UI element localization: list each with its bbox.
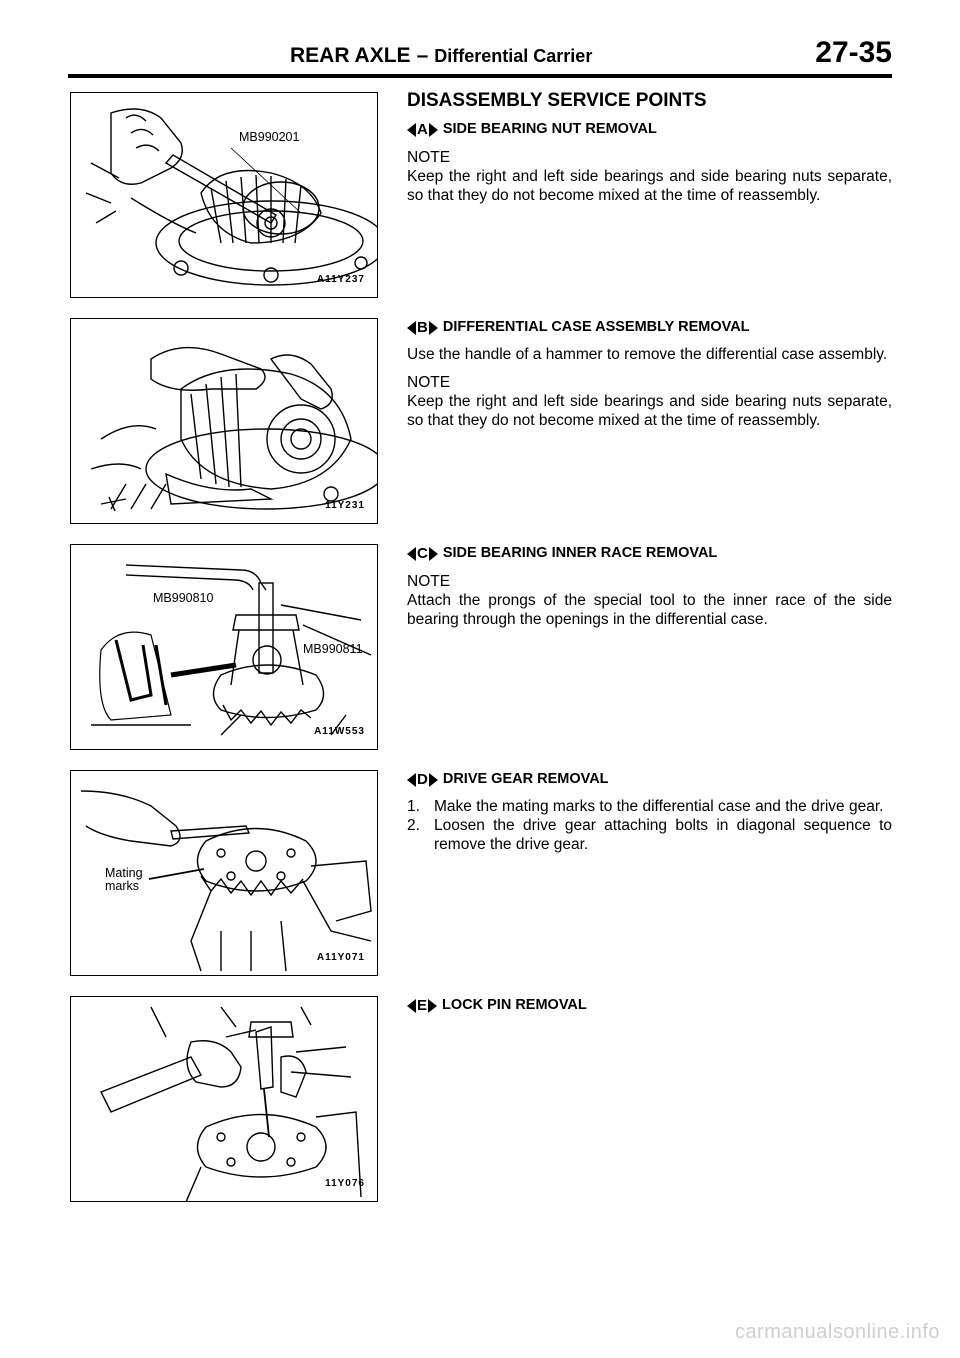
note-text: Keep the right and left side bearings and side bearing nuts separate, so that they do not become mixed at the time of reassembly. <box>407 393 892 429</box>
section-e <box>407 996 892 1015</box>
section-e-heading <box>407 996 892 1015</box>
section-d <box>407 770 892 854</box>
figure-code: A11Y071 <box>316 952 365 963</box>
chapter-title: REAR AXLE <box>290 44 411 67</box>
section-b <box>407 318 892 430</box>
illustration-hands-removing-case <box>71 319 378 524</box>
watermark: carmanualsonline.info <box>734 1321 940 1343</box>
section-c-heading <box>407 544 892 563</box>
section-marker-icon: D <box>407 770 438 789</box>
section-marker-icon: B <box>407 318 438 337</box>
section-e-title: LOCK PIN REMOVAL <box>442 997 587 1013</box>
figure-code: A11Y237 <box>316 274 365 285</box>
note-text: Keep the right and left side bearings and side bearing nuts separate, so that they do not become mixed at the time of reassembly. <box>407 168 892 204</box>
section-marker-icon: A <box>407 120 438 139</box>
section-c-title: SIDE BEARING INNER RACE REMOVAL <box>442 545 718 561</box>
note-text: Attach the prongs of the special tool to the inner race of the side bearing through the openings in the differential case. <box>407 592 892 628</box>
tool-label-mb990201: MB990201 <box>239 130 300 144</box>
note-label: NOTE <box>407 374 451 391</box>
figure-lock-pin-removal <box>70 996 378 1202</box>
section-d-title: DRIVE GEAR REMOVAL <box>442 771 609 787</box>
section-d-heading <box>407 770 892 789</box>
step-number: 1. <box>407 798 420 815</box>
page-number: 27-35 <box>815 36 892 69</box>
section-subtitle: Differential Carrier <box>434 46 593 66</box>
section-marker-icon: C <box>407 544 438 563</box>
page-header-title <box>290 44 592 68</box>
section-b-body: Use the handle of a hammer to remove the differential case assembly. <box>407 346 888 363</box>
step-number: 2. <box>407 817 420 834</box>
section-b-heading <box>407 318 892 337</box>
label-mating: Mating <box>105 866 143 880</box>
note-label: NOTE <box>407 149 451 166</box>
figure-code: 11Y076 <box>325 1178 365 1189</box>
section-a-heading <box>407 120 892 139</box>
section-marker-icon: E <box>407 996 437 1015</box>
tool-label-mb990810: MB990810 <box>153 591 214 605</box>
section-a <box>407 120 892 205</box>
figure-inner-race-removal <box>70 544 378 750</box>
tool-label-mb990811: MB990811 <box>303 642 363 656</box>
procedure-step <box>407 816 892 854</box>
section-b-title: DIFFERENTIAL CASE ASSEMBLY REMOVAL <box>442 319 750 335</box>
procedure-steps <box>407 797 892 854</box>
figure-side-bearing-nut-removal <box>70 92 378 298</box>
section-a-title: SIDE BEARING NUT REMOVAL <box>442 121 657 137</box>
step-text: Make the mating marks to the differential case and the drive gear. <box>434 798 884 815</box>
main-heading: DISASSEMBLY SERVICE POINTS <box>407 90 707 111</box>
step-text: Loosen the drive gear attaching bolts in diagonal sequence to remove the drive gear. <box>434 817 892 853</box>
figure-drive-gear-removal <box>70 770 378 976</box>
illustration-wrench-on-bearing-nut <box>71 93 378 298</box>
figure-differential-case-removal <box>70 318 378 524</box>
section-c <box>407 544 892 629</box>
procedure-step <box>407 797 892 816</box>
label-marks: marks <box>105 879 140 893</box>
illustration-hammer-and-punch <box>71 997 378 1202</box>
figure-code: 11Y231 <box>325 500 365 511</box>
note-label: NOTE <box>407 573 451 590</box>
header-rule <box>68 74 892 78</box>
title-dash: – <box>416 44 429 67</box>
figure-code: A11W553 <box>314 726 365 737</box>
